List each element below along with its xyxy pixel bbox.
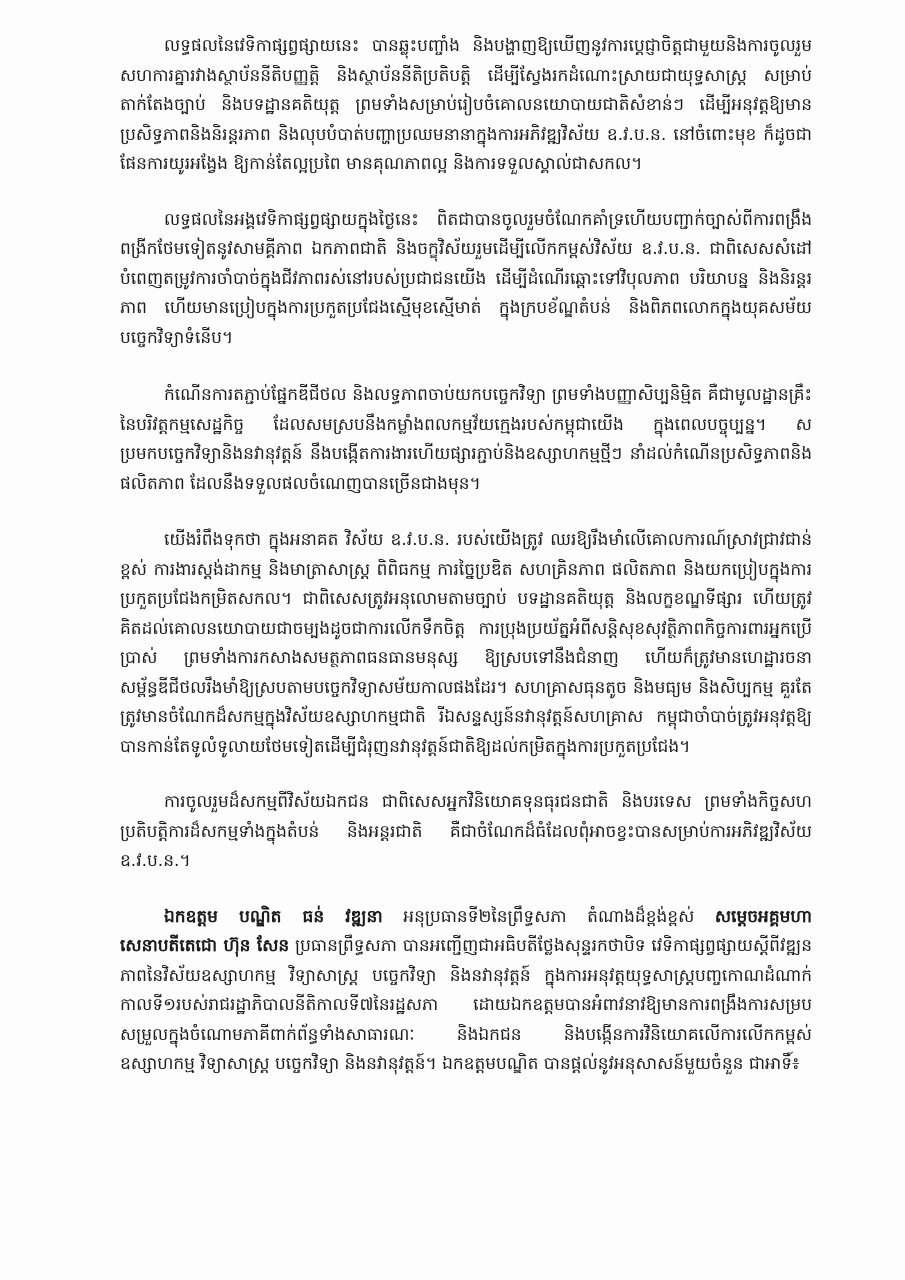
official-name-1: ឯកឧត្តម បណ្ឌិត ធន់ វឌ្ឍនា (164, 906, 383, 927)
closing-paragraph (120, 903, 812, 1080)
paragraph-4: យើងរំពឹងទុកថា ក្នុងអនាគត វិស័យ ឧ.វ.ប.ន. របស់យើងត្រូវ ឈរឱ្យរឹងមាំលើគោលការណ៍ស្រាវជ្រាវជាន់ខ្ពស់ ការងារស្តង់ដាកម្ម និងមាត្រាសាស្ត្រ ពិពិធកម្ម ការច្នៃប្រឌិត សហគ្រិនភាព ផលិតភាព និងយកប្រៀបក្នុងការប្រកួតប្រជែងកម្រិតសកល។ ជាពិសេសត្រូវអនុលោមតាមច្បាប់ បទដ្ឋានគតិយុត្ត និងលក្ខខណ្ឌទីផ្សារ ហើយត្រូវគិតដល់គោលនយោបាយជាចម្បងដូចជាការលើកទឹកចិត្ត ការប្រុងប្រយ័ត្នអំពីសន្តិសុខសុវត្ថិភាពកិច្ចការពារអ្នកប្រើប្រាស់ ព្រមទាំងការកសាងសមត្ថភាពធនធានមនុស្ស ឱ្យស្របទៅនឹងជំនាញ ហើយក៏ត្រូវមានហេដ្ឋារចនាសម្ព័ន្ធឌីជីថលរឹងមាំឱ្យស្របតាមបច្ចេកវិទ្យាសម័យកាលផងដែរ។ សហគ្រាសធុនតូច និងមធ្យម និងសិប្បកម្ម គួរតែត្រូវមានចំណែកដ៏សកម្មក្នុងវិស័យឧស្សាហកម្មជាតិ រីឯសន្ទស្សន៍នវានុវត្តន៍សហគ្រាស កម្ពុជាចាំបាច់ត្រូវអនុវត្តឱ្យបានកាន់តែទូលំទូលាយថែមទៀតដើម្បីជំរុញនវានុវត្តន៍ជាតិឱ្យដល់កម្រិតក្នុងការប្រកួតប្រជែង។ (120, 530, 812, 757)
closing-text-2: ប្រធានព្រឹទ្ធសភា បានអញ្ជើញជាអធិបតីថ្លែងសុន្ទរកថាបិទ វេទិកាផ្សព្វផ្សាយស្តីពីវឌ្ឍនភាពនៃវិស័យឧស្សាហកម្ម វិទ្យាសាស្ត្រ បច្ចេកវិទ្យា និងនវានុវត្តន៍ ក្នុងការអនុវត្តយុទ្ធសាស្ត្របញ្ចកោណដំណាក់កាលទី១របស់រាជរដ្ឋាភិបាលនីតិកាលទី៧នៃរដ្ឋសភា ដោយឯកឧត្តមបានអំពាវនាវឱ្យមានការពង្រឹងការសម្របសម្រួលក្នុងចំណោមភាគីពាក់ព័ន្ធទាំងសាធារណៈ និងឯកជន និងបង្កើនការវិនិយោគលើការលើកកម្ពស់ ឧស្សាហកម្ម វិទ្យាសាស្ត្រ បច្ចេកវិទ្យា និងនវានុវត្តន៍។ ឯកឧត្តមបណ្ឌិត បានផ្តល់នូវអនុសាសន៍មួយចំនួន ជាអាទិ៍៖ (120, 936, 813, 1074)
official-name-2: សម្តេចអគ្គមហាសេនាបតីតេជោ ហ៊ុន សែន (120, 906, 812, 956)
paragraph-1: លទ្ធផលនៃវេទិកាផ្សព្វផ្សាយនេះ បានឆ្លុះបញ្ចាំង និងបង្ហាញឱ្យឃើញនូវការប្តេជ្ញាចិត្តជាមួយនិងការចូលរួមសហការគ្នារវាងស្ថាប័ននីតិបញ្ញត្តិ និងស្ថាប័ននីតិប្រតិបត្តិ ដើម្បីស្វែងរកដំណោះស្រាយជាយុទ្ធសាស្ត្រ សម្រាប់តាក់តែងច្បាប់ និងបទដ្ឋានគតិយុត្ត ព្រមទាំងសម្រាប់រៀបចំគោលនយោបាយជាតិសំខាន់ៗ ដើម្បីអនុវត្តឱ្យមានប្រសិទ្ធភាពនិងនិរន្តរភាព និងលុបបំបាត់បញ្ហាប្រឈមនានាក្នុងការអភិវឌ្ឍវិស័យ ឧ.វ.ប.ន. នៅចំពោះមុខ ក៏ដូចជាផែនការយូរអង្វែង ឱ្យកាន់តែល្អប្រពៃ មានគុណភាពល្អ និងការទទួលស្គាល់ជាសកល។ (120, 36, 812, 174)
closing-text-1: អនុប្រធានទី២នៃព្រឹទ្ធសភា តំណាងដ៏ខ្ពង់ខ្ពស់ (382, 906, 715, 927)
paragraph-3: កំណើនការតភ្ជាប់ផ្នែកឌីជីថល និងលទ្ធភាពចាប់យកបច្ចេកវិទ្យា ព្រមទាំងបញ្ញាសិប្បនិម្មិត គឺជាមូលដ្ឋានគ្រឹះនៃបរិវត្តកម្មសេដ្ឋកិច្ច ដែលសមស្របនឹងកម្លាំងពលកម្មវ័យក្មេងរបស់កម្ពុជាយើង ក្នុងពេលបច្ចុប្បន្ន។ សប្រមកបច្ចេកវិទ្យានិងនវានុវត្តន៍ នឹងបង្កើតការងារហើយផ្សារភ្ជាប់និងឧស្សាហកម្មថ្មីៗ នាំដល់កំណើនប្រសិទ្ធភាពនិងផលិតភាព ដែលនឹងទទួលផលចំណេញបានច្រើនជាងមុន។ (120, 385, 812, 494)
paragraph-5: ការចូលរួមដ៏សកម្មពីវិស័យឯកជន ជាពិសេសអ្នកវិនិយោគទុនធុរជនជាតិ និងបរទេស ព្រមទាំងកិច្ចសហប្រតិបត្តិការដ៏សកម្មទាំងក្នុងតំបន់ និងអន្តរជាតិ គឺជាចំណែកដ៏ធំដែលពុំអាចខ្វះបានសម្រាប់ការអភិវឌ្ឍវិស័យ ឧ.វ.ប.ន.។ (120, 792, 812, 871)
paragraph-2: លទ្ធផលនៃអង្គវេទិកាផ្សព្វផ្សាយក្នុងថ្ងៃនេះ ពិតជាបានចូលរួមចំណែកគាំទ្រហើយបញ្ជាក់ច្បាស់ពីការពង្រឹងពង្រីកថែមទៀតនូវសាមគ្គីភាព ឯកភាពជាតិ និងចក្ខុវិស័យរួមដើម្បីលើកកម្ពស់វិស័យ ឧ.វ.ប.ន. ជាពិសេសសំដៅបំពេញតម្រូវការចាំបាច់ក្នុងជីវភាពរស់នៅរបស់ប្រជាជនយើង ដើម្បីដំណើរឆ្ពោះទៅវិបុលភាព បរិយាបន្ន និងនិរន្តរភាព ហើយមានប្រៀបក្នុងការប្រកួតប្រជែងស្មើមុខស្មើមាត់ ក្នុងក្របខ័ណ្ឌតំបន់ និងពិភពលោកក្នុងយុគសម័យបច្ចេកវិទ្យាទំនើប។ (120, 209, 812, 348)
document-body (120, 32, 812, 1108)
